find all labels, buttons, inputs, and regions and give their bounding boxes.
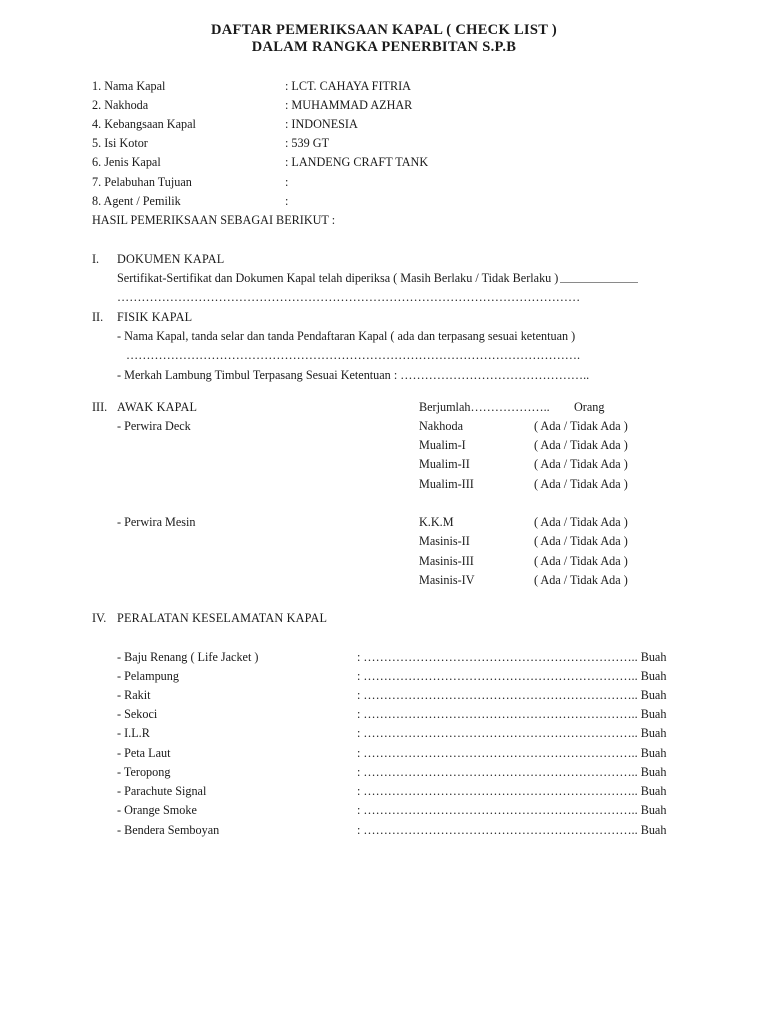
equipment-fill: : ………………………………………………………….. Buah xyxy=(357,669,667,683)
section-title-peralatan: PERALATAN KESELAMATAN KAPAL xyxy=(117,611,328,625)
crew-count-label: Berjumlah……………….. xyxy=(419,400,550,414)
crew-role: Masinis-II xyxy=(419,534,470,548)
crew-count-unit: Orang xyxy=(574,400,605,414)
ship-info-value: : LCT. CAHAYA FITRIA xyxy=(285,79,411,93)
ship-info-value: : 539 GT xyxy=(285,136,330,150)
ship-info-value: : xyxy=(285,194,289,208)
section-number: IV. xyxy=(92,611,107,625)
crew-role: Mualim-III xyxy=(419,477,474,491)
crew-role: Masinis-IV xyxy=(419,573,475,587)
section-title-dokumen: DOKUMEN KAPAL xyxy=(117,252,225,266)
crew-status: ( Ada / Tidak Ada ) xyxy=(534,573,628,587)
equipment-fill: : ………………………………………………………….. Buah xyxy=(357,746,667,760)
equipment-name: - Peta Laut xyxy=(117,746,171,760)
crew-status: ( Ada / Tidak Ada ) xyxy=(534,438,628,452)
equipment-fill: : ………………………………………………………….. Buah xyxy=(357,765,667,779)
crew-status: ( Ada / Tidak Ada ) xyxy=(534,419,628,433)
crew-status: ( Ada / Tidak Ada ) xyxy=(534,515,628,529)
ship-info-value: : LANDENG CRAFT TANK xyxy=(285,155,429,169)
equipment-name: - Parachute Signal xyxy=(117,784,207,798)
section-title-awak: AWAK KAPAL xyxy=(117,400,198,414)
equipment-fill: : ………………………………………………………….. Buah xyxy=(357,688,667,702)
ship-info-label: 6. Jenis Kapal xyxy=(92,155,161,169)
ship-info-label: 4. Kebangsaan Kapal xyxy=(92,117,196,131)
crew-role: Nakhoda xyxy=(419,419,463,433)
dokumen-fill-line: …………………………………………………………………………………………………… xyxy=(117,290,581,304)
merkah-statement: - Merkah Lambung Timbul Terpasang Sesuai Ketentuan : ……………………………………….. xyxy=(117,368,590,382)
result-heading: HASIL PEMERIKSAAN SEBAGAI BERIKUT : xyxy=(92,213,336,227)
equipment-name: - Baju Renang ( Life Jacket ) xyxy=(117,650,259,664)
equipment-name: - I.L.R xyxy=(117,726,150,740)
section-number: I. xyxy=(92,252,100,266)
crew-role: Mualim-I xyxy=(419,438,466,452)
crew-status: ( Ada / Tidak Ada ) xyxy=(534,554,628,568)
ship-info-label: 5. Isi Kotor xyxy=(92,136,148,150)
fisik-fill-line: …………………………………………………………………………………………………. xyxy=(126,348,580,362)
crew-role: Mualim-II xyxy=(419,457,470,471)
ship-info-label: 7. Pelabuhan Tujuan xyxy=(92,175,192,189)
equipment-fill: : ………………………………………………………….. Buah xyxy=(357,803,667,817)
ship-info-label: 1. Nama Kapal xyxy=(92,79,166,93)
section-title-fisik: FISIK KAPAL xyxy=(117,310,193,324)
equipment-name: - Sekoci xyxy=(117,707,158,721)
equipment-fill: : ………………………………………………………….. Buah xyxy=(357,726,667,740)
equipment-fill: : ………………………………………………………….. Buah xyxy=(357,650,667,664)
ship-info-label: 2. Nakhoda xyxy=(92,98,149,112)
equipment-name: - Bendera Semboyan xyxy=(117,823,220,837)
equipment-fill: : ………………………………………………………….. Buah xyxy=(357,823,667,837)
document-subtitle: DALAM RANGKA PENERBITAN S.P.B xyxy=(251,39,517,55)
equipment-name: - Orange Smoke xyxy=(117,803,197,817)
equipment-fill: : ………………………………………………………….. Buah xyxy=(357,707,667,721)
ship-info-label: 8. Agent / Pemilik xyxy=(92,194,181,208)
ship-info-value: : xyxy=(285,175,289,189)
dokumen-statement: Sertifikat-Sertifikat dan Dokumen Kapal telah diperiksa ( Masih Berlaku / Tidak Berlaku ) xyxy=(117,271,559,285)
equipment-name: - Pelampung xyxy=(117,669,179,683)
equipment-name: - Rakit xyxy=(117,688,151,702)
crew-status: ( Ada / Tidak Ada ) xyxy=(534,534,628,548)
crew-status: ( Ada / Tidak Ada ) xyxy=(534,477,628,491)
section-number: II. xyxy=(92,310,104,324)
strike-line xyxy=(560,282,638,284)
deck-officer-label: - Perwira Deck xyxy=(117,419,191,433)
equipment-name: - Teropong xyxy=(117,765,171,779)
ship-info-value: : MUHAMMAD AZHAR xyxy=(285,98,413,112)
section-number: III. xyxy=(92,400,108,414)
fisik-statement: - Nama Kapal, tanda selar dan tanda Pendaftaran Kapal ( ada dan terpasang sesuai ketentuan ) xyxy=(117,329,576,343)
document-title: DAFTAR PEMERIKSAAN KAPAL ( CHECK LIST ) xyxy=(210,22,558,38)
crew-status: ( Ada / Tidak Ada ) xyxy=(534,457,628,471)
ship-info-value: : INDONESIA xyxy=(285,117,358,131)
crew-role: Masinis-III xyxy=(419,554,474,568)
engine-officer-label: - Perwira Mesin xyxy=(117,515,196,529)
equipment-fill: : ………………………………………………………….. Buah xyxy=(357,784,667,798)
crew-role: K.K.M xyxy=(419,515,454,529)
